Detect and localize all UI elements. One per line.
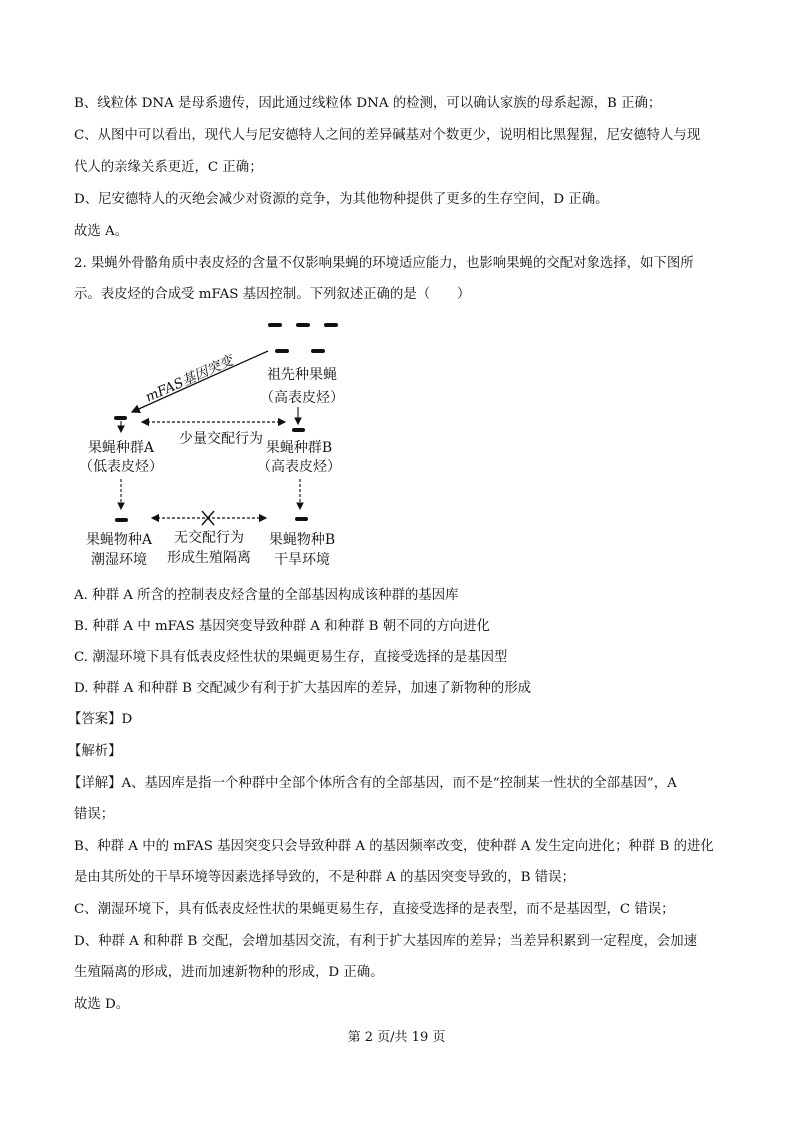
question-stem: 示。表皮烃的合成受 mFAS 基因控制。下列叙述正确的是（ ） [74, 287, 471, 302]
detail-line: 是由其所处的干旱环境等因素选择导致的，不是种群 A 的基因突变导致的，B 错误； [74, 870, 575, 885]
no-mating-label: 无交配行为 [174, 530, 244, 546]
text-line: C、从图中可以看出，现代人与尼安德特人之间的差异碱基对个数更少，说明相比黑猩猩，尼安德特人与现 [74, 128, 701, 143]
species-a-env: 潮湿环境 [91, 552, 147, 568]
detail-line: 【详解】A、基因库是指一个种群中全部个体所含有的全部基因，而不是“控制某一性状的全部基因”，A [68, 776, 677, 791]
page-footer: 第 2 页/共 19 页 [347, 1030, 446, 1045]
option-a: A. 种群 A 所含的控制表皮烃含量的全部基因构成该种群的基因库 [74, 588, 459, 603]
population-b-label: 果蝇种群B [265, 440, 333, 456]
ancestor-label: 祖先种果蝇 [267, 367, 337, 383]
population-b-sublabel: （高表皮烃） [257, 459, 341, 475]
mutation-label: mFAS基因突变 [143, 352, 236, 406]
detail-line: B、种群 A 中的 mFAS 基因突变只会导致种群 A 的基因频率改变，使种群 A 发生定向进化；种群 B 的进化 [74, 839, 714, 854]
fly-icon [114, 416, 127, 420]
ancestor-sublabel: （高表皮烃） [260, 390, 344, 406]
text-line: 代人的亲缘关系更近，C 正确； [74, 160, 263, 175]
species-a-label: 果蝇物种A [85, 532, 153, 548]
detail-line: C、潮湿环境下，具有低表皮烃性状的果蝇更易生存，直接受选择的是表型，而不是基因型，C 错误； [74, 902, 675, 917]
reproductive-isolation-label: 形成生殖隔离 [167, 550, 251, 566]
question-stem: 2. 果蝇外骨骼角质中表皮烃的含量不仅影响果蝇的环境适应能力，也影响果蝇的交配对象选择，如下图所 [74, 256, 694, 271]
detail-line: 生殖隔离的形成，进而加速新物种的形成，D 正确。 [74, 965, 384, 980]
detail-line: 错误； [74, 807, 115, 822]
text-line: B、线粒体 DNA 是母系遗传，因此通过线粒体 DNA 的检测，可以确认家族的母系起源，B 正确； [74, 96, 662, 111]
text-line: 故选 A。 [74, 224, 129, 239]
fly-icon [115, 518, 128, 522]
evolution-diagram [70, 312, 370, 580]
fly-icon [292, 428, 305, 432]
option-b: B. 种群 A 中 mFAS 基因突变导致种群 A 和种群 B 朝不同的方向进化 [74, 619, 490, 634]
answer: 【答案】D [68, 712, 133, 727]
species-b-env: 干旱环境 [274, 552, 330, 568]
option-d: D. 种群 A 和种群 B 交配减少有利于扩大基因库的差异，加速了新物种的形成 [74, 681, 532, 696]
population-a-sublabel: （低表皮烃） [79, 459, 163, 475]
fly-icon [295, 517, 308, 521]
detail-line: D、种群 A 和种群 B 交配，会增加基因交流，有利于扩大基因库的差异；当差异积累到一定程度，会加速 [74, 934, 698, 949]
fly-cluster-icon [268, 323, 338, 353]
population-a-label: 果蝇种群A [87, 440, 155, 456]
species-b-label: 果蝇物种B [268, 532, 336, 548]
analysis-title: 【解析】 [68, 744, 122, 759]
option-c: C. 潮湿环境下具有低表皮烃性状的果蝇更易生存，直接受选择的是基因型 [74, 650, 508, 665]
little-mating-label: 少量交配行为 [179, 431, 263, 447]
text-line: D、尼安德特人的灭绝会减少对资源的竞争，为其他物种提供了更多的生存空间，D 正确。 [74, 192, 609, 207]
detail-line: 故选 D。 [74, 997, 130, 1012]
